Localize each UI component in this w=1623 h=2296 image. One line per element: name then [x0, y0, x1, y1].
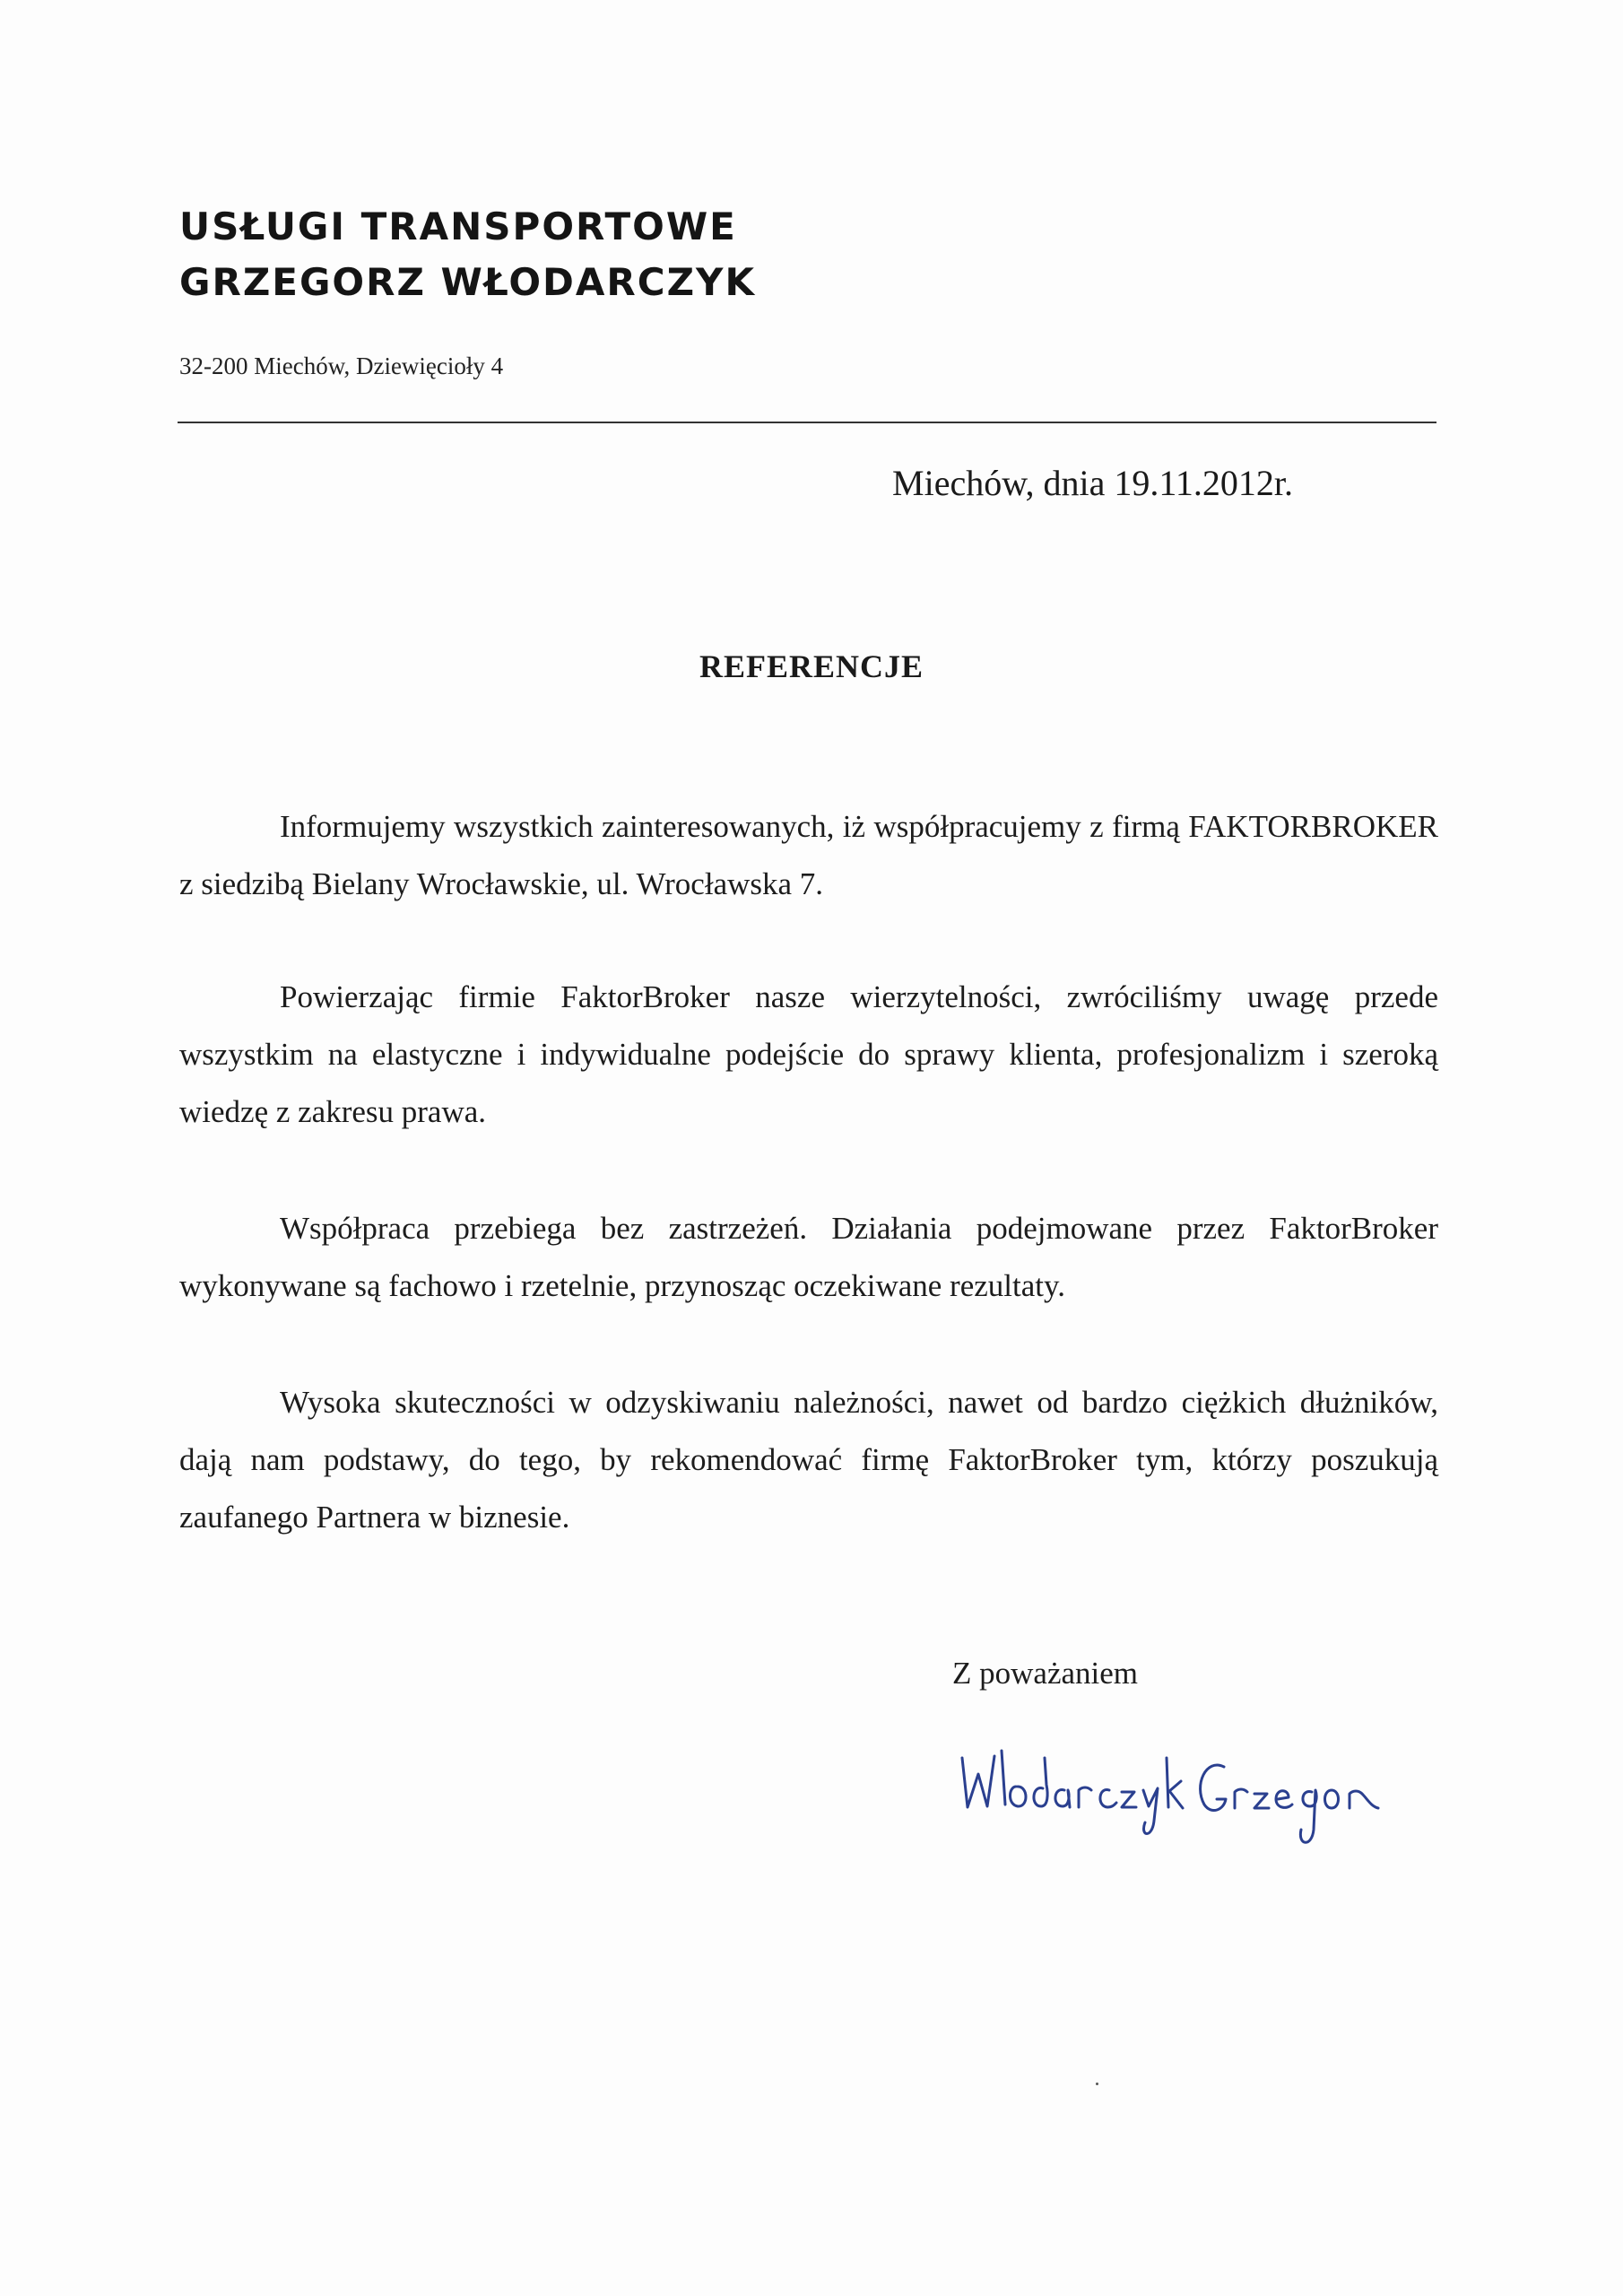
letter-date: Miechów, dnia 19.11.2012r.: [892, 463, 1293, 503]
paragraph-3: Współpraca przebiega bez zastrzeżeń. Działania podejmowane przez FaktorBroker wykonywane są fachowo i rzetelnie, przynosząc oczekiwane rezultaty.: [179, 1211, 1438, 1303]
company-address: 32-200 Miechów, Dziewięcioły 4: [179, 352, 504, 379]
closing-salutation: Z poważaniem: [952, 1656, 1138, 1691]
letterhead-divider: [178, 422, 1436, 423]
handwritten-signature: [955, 1722, 1385, 1866]
paragraph-1: Informujemy wszystkich zainteresowanych, iż współpracujemy z firmą FAKTORBROKER z siedzibą Bielany Wrocławskie, ul. Wrocławska 7.: [179, 809, 1438, 901]
company-name-line-2: GRZEGORZ WŁODARCZYK: [179, 260, 757, 304]
company-name: [179, 199, 756, 310]
company-name-line-1: USŁUGI TRANSPORTOWE: [179, 204, 737, 248]
letter-title: REFERENCJE: [699, 648, 924, 684]
paragraph-4: Wysoka skuteczności w odzyskiwaniu należności, nawet od bardzo ciężkich dłużników, dają nam podstawy, do tego, by rekomendować firmę FaktorBroker tym, którzy poszukują zaufanego Partnera w biznesie.: [179, 1385, 1438, 1535]
paragraph-2: Powierzając firmie FaktorBroker nasze wierzytelności, zwróciliśmy uwagę przede wszystkim na elastyczne i indywidualne podejście do sprawy klienta, profesjonalizm i szeroką wiedzę z zakresu prawa.: [179, 979, 1438, 1129]
scan-speck: [1096, 2083, 1098, 2085]
